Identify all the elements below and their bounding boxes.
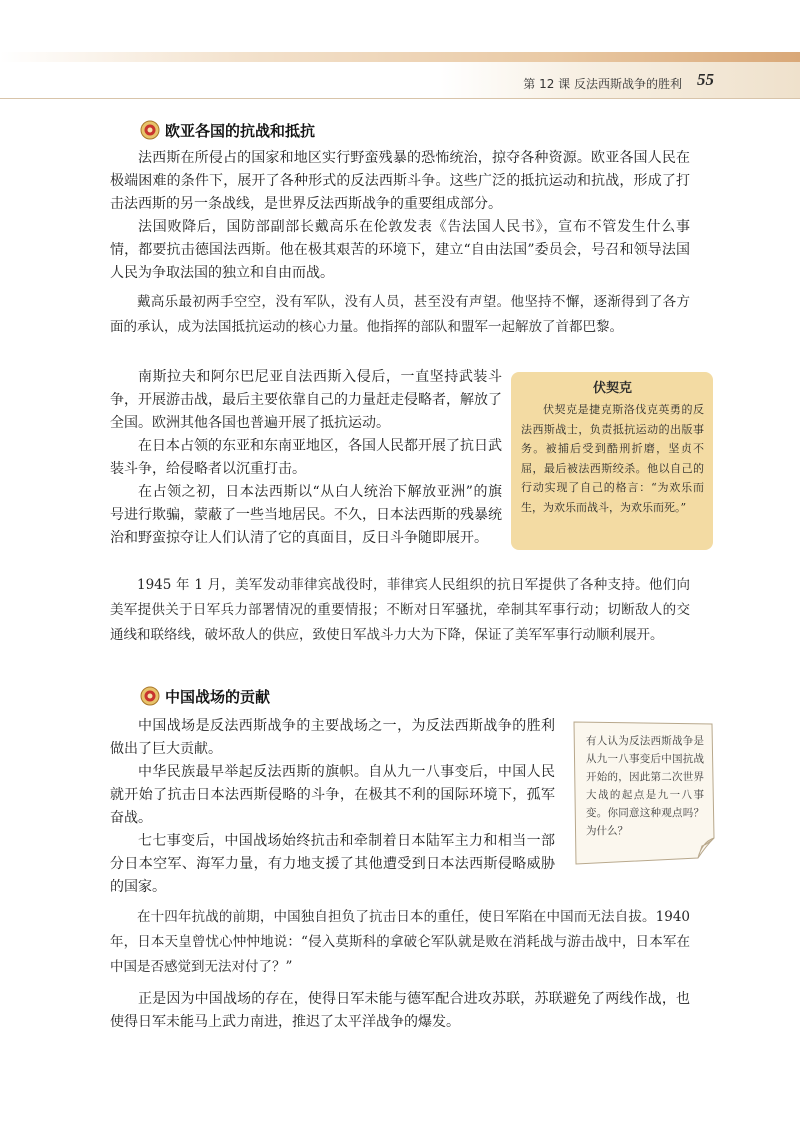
section-heading-europe-asia xyxy=(140,119,315,141)
section-heading-text: 欧亚各国的抗战和抵抗 xyxy=(165,121,316,140)
page-number: 55 xyxy=(697,70,714,89)
quote-paragraph: 在十四年抗战的前期，中国独自担负了抗击日本的重任，使日军陷在中国而无法自拔。1940 年，日本天皇曾忧心忡忡地说：“侵入莫斯科的拿破仑军队就是败在消耗战与游击战中，日本军在中国是否感觉到无法对付了？” xyxy=(110,909,690,975)
lesson-title: 第 12 课 反法西斯战争的胜利 xyxy=(523,77,682,91)
sidebar-title: 伏契克 xyxy=(592,381,632,396)
section-heading-china xyxy=(140,685,270,707)
section-emblem-icon xyxy=(140,686,160,706)
header-rule xyxy=(0,98,800,99)
section-emblem-icon xyxy=(140,120,160,140)
section-heading-text: 中国战场的贡献 xyxy=(165,687,271,706)
note-text: 有人认为反法西斯战争是从九一八事变后中国抗战开始的，因此第二次世界大战的起点是九一八事变。你同意这种观点吗？为什么？ xyxy=(586,735,704,837)
paragraph: 法西斯在所侵占的国家和地区实行野蛮残暴的恐怖统治，掠夺各种资源。欧亚各国人民在极端困难的条件下，展开了各种形式的反法西斯斗争。这些广泛的抵抗运动和抗战，形成了打击法西斯的另一条战线，是世界反法西斯战争的重要组成部分。 xyxy=(110,150,690,212)
paragraph: 在占领之初，日本法西斯以“从白人统治下解放亚洲”的旗号进行欺骗，蒙蔽了一些当地居民。不久，日本法西斯的残暴统治和野蛮掠夺让人们认清了它的真面目，反日斗争随即展开。 xyxy=(110,484,502,546)
paragraph: 中华民族最早举起反法西斯的旗帜。自从九一八事变后，中国人民就开始了抗击日本法西斯侵略的斗争，在极其不利的国际环境下，孤军奋战。 xyxy=(110,764,555,826)
paragraph: 法国败降后，国防部副部长戴高乐在伦敦发表《告法国人民书》，宣布不管发生什么事情，都要抗击德国法西斯。他在极其艰苦的环境下，建立“自由法国”委员会，号召和领导法国人民为争取法国的独立和自由而战。 xyxy=(110,219,690,281)
sidebar-text: 伏契克是捷克斯洛伐克英勇的反法西斯战士，负责抵抗运动的出版事务。被捕后受到酷刑折磨，坚贞不屈，最后被法西斯绞杀。他以自己的行动实现了自己的格言：“为欢乐而生，为欢乐而战斗，为欢乐而死。” xyxy=(521,403,704,514)
paragraph: 正是因为中国战场的存在，使得日军未能与德军配合进攻苏联，苏联避免了两线作战，也使得日军未能马上武力南进，推迟了太平洋战争的爆发。 xyxy=(110,991,690,1030)
header-band xyxy=(0,52,800,62)
paragraph: 南斯拉夫和阿尔巴尼亚自法西斯入侵后，一直坚持武装斗争，开展游击战，最后主要依靠自己的力量赶走侵略者，解放了全国。欧洲其他各国也普遍开展了抵抗运动。 xyxy=(110,369,502,431)
paragraph: 在日本占领的东亚和东南亚地区，各国人民都开展了抗日武装斗争，给侵略者以沉重打击。 xyxy=(110,438,502,477)
paragraph: 中国战场是反法西斯战争的主要战场之一，为反法西斯战争的胜利做出了巨大贡献。 xyxy=(110,718,555,757)
question-note xyxy=(568,718,718,868)
paragraph: 七七事变后，中国战场始终抗击和牵制着日本陆军主力和相当一部分日本空军、海军力量，有力地支援了其他遭受到日本法西斯侵略威胁的国家。 xyxy=(110,833,555,895)
quote-paragraph: 1945 年 1 月，美军发动菲律宾战役时，菲律宾人民组织的抗日军提供了各种支持。他们向美军提供关于日军兵力部署情况的重要情报；不断对日军骚扰，牵制其军事行动；切断敌人的交通线和联络线，破坏敌人的供应，致使日军战斗力大为下降，保证了美军军事行动顺利展开。 xyxy=(110,577,690,643)
sidebar-fucik xyxy=(511,372,713,550)
quote-paragraph: 戴高乐最初两手空空，没有军队，没有人员，甚至没有声望。他坚持不懈，逐渐得到了各方面的承认，成为法国抵抗运动的核心力量。他指挥的部队和盟军一起解放了首都巴黎。 xyxy=(110,294,690,335)
